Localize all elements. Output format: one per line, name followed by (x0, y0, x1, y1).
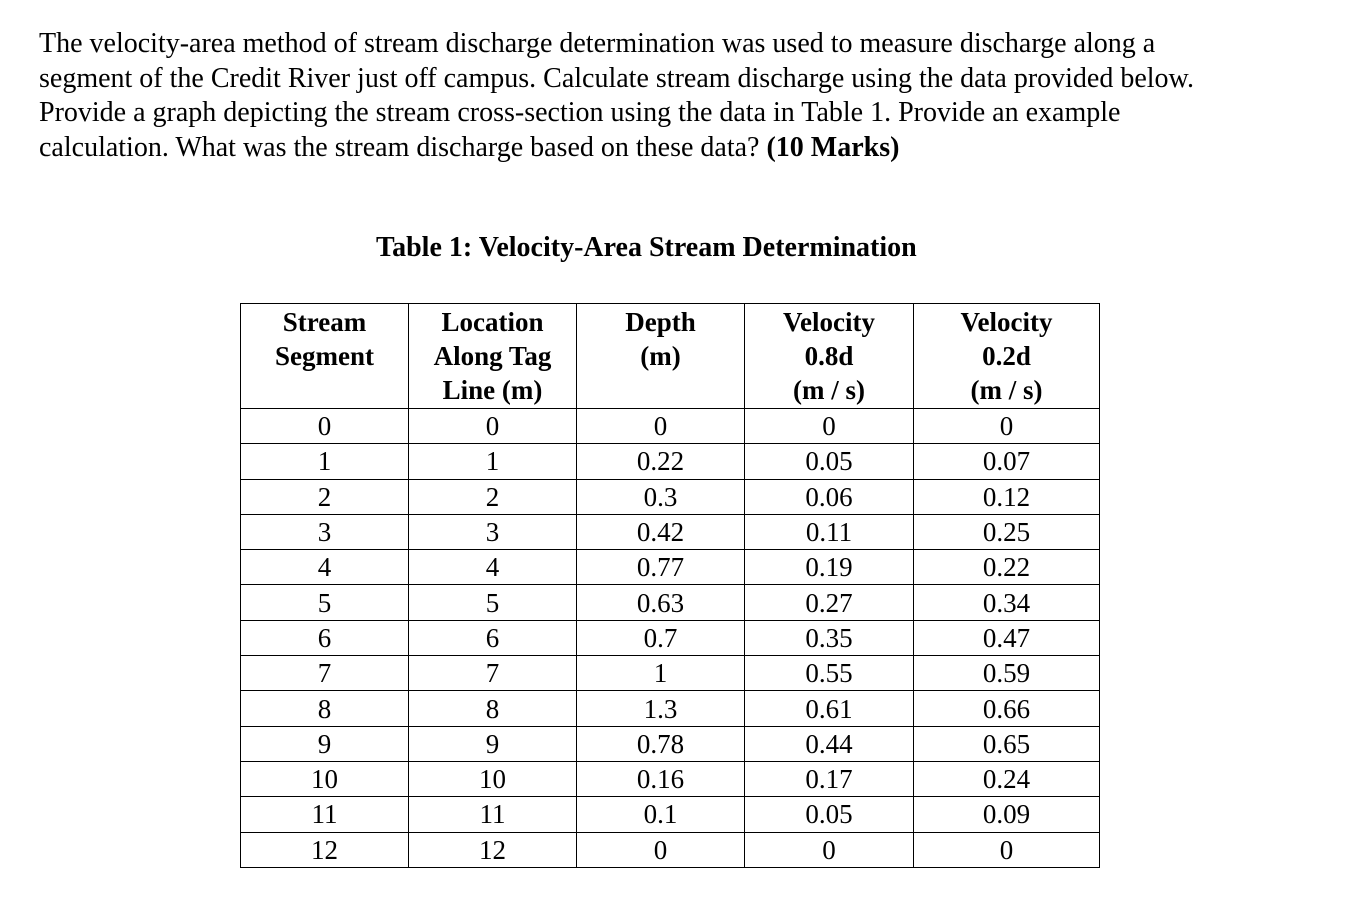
header-line: Location (441, 307, 544, 337)
table-row (241, 761, 1100, 796)
cell-velocity-08d: 0.05 (745, 797, 914, 832)
cell-location: 9 (409, 726, 577, 761)
table-row (241, 514, 1100, 549)
cell-segment: 0 (241, 409, 409, 444)
cell-depth: 0 (577, 832, 745, 867)
header-velocity-08d (745, 304, 914, 409)
cell-segment: 8 (241, 691, 409, 726)
question-line: The velocity-area method of stream discharge determination was used to measure discharge along a (39, 28, 1156, 59)
question-line: segment of the Credit River just off campus. Calculate stream discharge using the data provided below. (39, 62, 1194, 94)
cell-segment: 9 (241, 726, 409, 761)
table-caption: Table 1: Velocity-Area Stream Determination (376, 232, 917, 263)
cell-velocity-02d: 0.66 (914, 691, 1100, 726)
header-line: 0.2d (982, 341, 1031, 371)
cell-velocity-02d: 0.34 (914, 585, 1100, 620)
cell-segment: 12 (241, 832, 409, 867)
cell-velocity-08d: 0.17 (745, 761, 914, 796)
header-line: (m / s) (793, 375, 865, 405)
cell-location: 1 (409, 444, 577, 479)
cell-depth: 0.42 (577, 514, 745, 549)
cell-location: 11 (409, 797, 577, 832)
cell-location: 10 (409, 761, 577, 796)
cell-segment: 2 (241, 479, 409, 514)
header-location (409, 304, 577, 409)
table-row (241, 585, 1100, 620)
cell-velocity-08d: 0.05 (745, 444, 914, 479)
cell-location: 12 (409, 832, 577, 867)
cell-location: 6 (409, 620, 577, 655)
header-line: (m / s) (970, 375, 1043, 405)
header-depth (577, 304, 745, 409)
header-line: Velocity (783, 307, 875, 337)
cell-velocity-02d: 0.22 (914, 550, 1100, 585)
header-line: (m) (640, 341, 681, 371)
cell-depth: 0.16 (577, 761, 745, 796)
cell-velocity-02d: 0.25 (914, 514, 1100, 549)
cell-depth: 0.3 (577, 479, 745, 514)
cell-segment: 1 (241, 444, 409, 479)
header-line: Stream (282, 307, 367, 337)
cell-segment: 7 (241, 656, 409, 691)
cell-depth: 1 (577, 656, 745, 691)
cell-velocity-08d: 0 (745, 832, 914, 867)
header-line: Line (m) (442, 375, 543, 405)
table-body (241, 409, 1100, 868)
cell-location: 7 (409, 656, 577, 691)
velocity-area-table (240, 303, 1100, 868)
question-text (39, 27, 1339, 165)
cell-segment: 4 (241, 550, 409, 585)
cell-velocity-08d: 0.55 (745, 656, 914, 691)
cell-segment: 3 (241, 514, 409, 549)
cell-location: 8 (409, 691, 577, 726)
cell-velocity-02d: 0.07 (914, 444, 1100, 479)
cell-velocity-02d: 0.24 (914, 761, 1100, 796)
table-row (241, 726, 1100, 761)
question-line: Provide a graph depicting the stream cross-section using the data in Table 1. Provide an example (39, 97, 1121, 128)
header-line: 0.8d (804, 341, 854, 371)
table-row (241, 409, 1100, 444)
cell-depth: 0.1 (577, 797, 745, 832)
cell-velocity-02d: 0.12 (914, 479, 1100, 514)
cell-velocity-02d: 0 (914, 409, 1100, 444)
cell-depth: 1.3 (577, 691, 745, 726)
header-line: Depth (625, 307, 696, 337)
cell-segment: 10 (241, 761, 409, 796)
cell-location: 4 (409, 550, 577, 585)
question-line-text: calculation. What was the stream discharge based on these data? (39, 131, 760, 163)
cell-velocity-08d: 0.27 (745, 585, 914, 620)
cell-velocity-08d: 0.06 (745, 479, 914, 514)
table-row (241, 832, 1100, 867)
table-row (241, 444, 1100, 479)
table-row (241, 479, 1100, 514)
cell-segment: 5 (241, 585, 409, 620)
cell-velocity-02d: 0.59 (914, 656, 1100, 691)
cell-depth: 0.77 (577, 550, 745, 585)
cell-location: 5 (409, 585, 577, 620)
header-row (241, 304, 1100, 409)
table-row (241, 620, 1100, 655)
cell-depth: 0.78 (577, 726, 745, 761)
cell-depth: 0.63 (577, 585, 745, 620)
cell-segment: 6 (241, 620, 409, 655)
cell-depth: 0 (577, 409, 745, 444)
table-row (241, 550, 1100, 585)
header-line: Velocity (960, 307, 1053, 337)
cell-velocity-08d: 0.61 (745, 691, 914, 726)
cell-velocity-08d: 0.11 (745, 514, 914, 549)
cell-depth: 0.22 (577, 444, 745, 479)
cell-velocity-08d: 0.44 (745, 726, 914, 761)
cell-location: 2 (409, 479, 577, 514)
cell-segment: 11 (241, 797, 409, 832)
header-velocity-02d (914, 304, 1100, 409)
cell-velocity-02d: 0.65 (914, 726, 1100, 761)
cell-velocity-08d: 0.19 (745, 550, 914, 585)
table-row (241, 691, 1100, 726)
table-row (241, 797, 1100, 832)
cell-velocity-02d: 0 (914, 832, 1100, 867)
cell-velocity-02d: 0.09 (914, 797, 1100, 832)
question-line (39, 131, 1339, 166)
cell-depth: 0.7 (577, 620, 745, 655)
cell-velocity-08d: 0.35 (745, 620, 914, 655)
header-stream-segment (241, 304, 409, 409)
table-row (241, 656, 1100, 691)
marks-label: (10 Marks) (766, 131, 900, 163)
cell-location: 0 (409, 409, 577, 444)
header-line: Segment (275, 341, 374, 371)
table-header (241, 304, 1100, 409)
header-line: Along Tag (433, 341, 552, 371)
cell-velocity-08d: 0 (745, 409, 914, 444)
cell-velocity-02d: 0.47 (914, 620, 1100, 655)
cell-location: 3 (409, 514, 577, 549)
